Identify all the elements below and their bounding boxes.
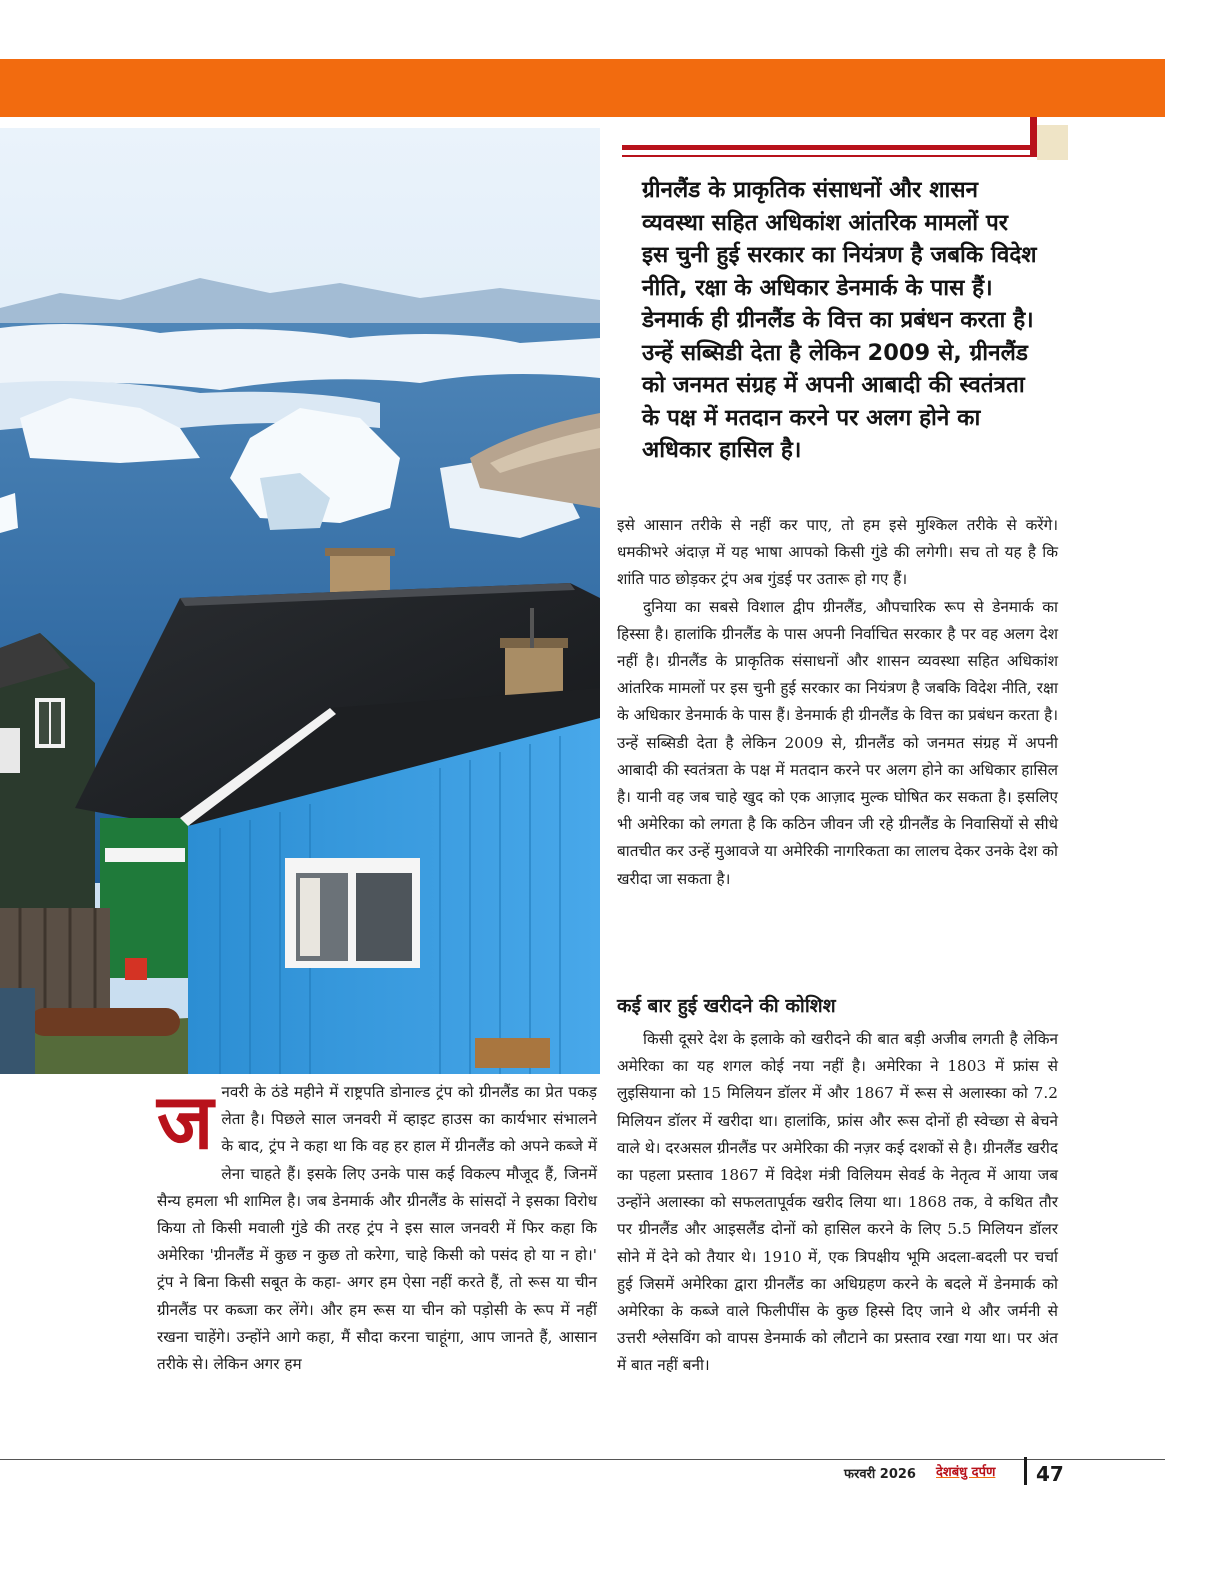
header-color-bar: [0, 59, 1165, 117]
pull-quote: ग्रीनलैंड के प्राकृतिक संसाधनों और शासन व्यवस्था सहित अधिकांश आंतरिक मामलों पर इस चुनी हुई सरकार का नियंत्रण है जबकि विदेश नीति, रक्षा के अधिकार डेनमार्क के पास हैं। डेनमार्क ही ग्रीनलैंड के वित्त का प्रबंधन करता है। उन्हें सब्सिडी देता है लेकिन 2009 से, ग्रीनलैंड को जनमत संग्रह में अपनी आबादी की स्वतंत्रता के पक्ष में मतदान करने पर अलग होने का अधिकार हासिल है।: [642, 177, 1037, 463]
paragraph: नवरी के ठंडे महीने में राष्ट्रपति डोनाल्ड ट्रंप को ग्रीनलैंड का प्रेत पकड़ लेता है। पिछले साल जनवरी में व्हाइट हाउस का कार्यभार संभालने के बाद, ट्रंप ने कहा था कि वह हर हाल में ग्रीनलैंड को अपने कब्जे में लेना चाहते हैं। इसके लिए उनके पास कई विकल्प मौजूद हैं, जिनमें सैन्य हमला भी शामिल है। जब डेनमार्क और ग्रीनलैंड के सांसदों ने इसका विरोध किया तो किसी मवाली गुंडे की तरह ट्रंप ने इस साल जनवरी में फिर कहा कि अमेरिका 'ग्रीनलैंड में कुछ न कुछ तो करेगा, चाहे किसी को पसंद हो या न हो।' ट्रंप ने बिना किसी सबूत के कहा- अगर हम ऐसा नहीं करते हैं, तो रूस या चीन ग्रीनलैंड पर कब्जा कर लेंगे। और हम रूस या चीन को पड़ोसी के रूप में नहीं रखना चाहेंगे। उन्होंने आगे कहा, मैं सौदा करना चाहूंगा, आप जानते हैं, आसान तरीके से। लेकिन अगर हम: [157, 1083, 597, 1374]
footer-rule: [0, 1459, 1165, 1460]
paragraph: दुनिया का सबसे विशाल द्वीप ग्रीनलैंड, औपचारिक रूप से डेनमार्क का हिस्सा है। हालांकि ग्रीनलैंड के पास अपनी निर्वाचित सरकार है पर वह अलग देश नहीं है। ग्रीनलैंड के प्राकृतिक संसाधनों और शासन व्यवस्था सहित अधिकांश आंतरिक मामलों पर इस चुनी हुई सरकार का नियंत्रण है जबकि विदेश नीति, रक्षा के अधिकार डेनमार्क के पास हैं। डेनमार्क ही ग्रीनलैंड के वित्त का प्रबंधन करता है। उन्हें सब्सिडी देता है लेकिन 2009 से, ग्रीनलैंड को जनमत संग्रह में अपनी आबादी की स्वतंत्रता के पक्ष में मतदान करने पर अलग होने का अधिकार हासिल है। यानी वह जब चाहे खुद को एक आज़ाद मुल्क घोषित कर सकता है। इसलिए भी अमेरिका को लगता है कि कठिन जीवन जी रहे ग्रीनलैंड के निवासियों से सीधे बातचीत कर उन्हें मुआवजे या अमेरिकी नागरिकता का लालच देकर उनके देश को खरीदा जा सकता है।: [617, 597, 1058, 888]
paragraph: इसे आसान तरीके से नहीं कर पाए, तो हम इसे मुश्किल तरीके से करेंगे। धमकीभरे अंदाज़ में यह भाषा आपको किसी गुंडे की लगेगी। सच तो यह है कि शांति पाठ छोड़कर ट्रंप अब गुंडई पर उतारू हो गए हैं।: [617, 516, 1058, 589]
right-column-top: [617, 512, 1058, 893]
pull-quote-accent-box: [1037, 125, 1068, 160]
right-column-bottom: [617, 1026, 1058, 1380]
paragraph: किसी दूसरे देश के इलाके को खरीदने की बात बड़ी अजीब लगती है लेकिन अमेरिका का यह शगल कोई नया नहीं है। अमेरिका ने 1803 में फ्रांस से लुइसियाना को 15 मिलियन डॉलर में और 1867 में रूस से अलास्का को 7.2 मिलियन डॉलर में खरीदा था। हालांकि, फ्रांस और रूस दोनों ही स्वेच्छा से बेचने वाले थे। दरअसल ग्रीनलैंड पर अमेरिका की नज़र कई दशकों से है। ग्रीनलैंड खरीद का पहला प्रस्ताव 1867 में विदेश मंत्री विलियम सेवर्ड के नेतृत्व में आया जब उन्होंने अलास्का को सफलतापूर्वक खरीद लिया था। 1868 तक, वे कथित तौर पर ग्रीनलैंड और आइसलैंड दोनों को हासिल करने के लिए 5.5 मिलियन डॉलर सोने में देने को तैयार थे। 1910 में, एक त्रिपक्षीय भूमि अदला-बदली पर चर्चा हुई जिसमें अमेरिका द्वारा ग्रीनलैंड का अधिग्रहण करने के बदले में डेनमार्क को अमेरिका के कब्जे वाले फिलीपींस के कुछ हिस्से दिए जाने थे और जर्मनी से उत्तरी श्लेसविंग को वापस डेनमार्क को लौटाने का प्रस्ताव रखा गया था। पर अंत में बात नहीं बनी।: [617, 1030, 1058, 1375]
greenland-village-photo: [0, 128, 600, 1074]
footer-separator: [1024, 1457, 1027, 1485]
footer-date: फरवरी 2026: [844, 1467, 916, 1482]
magazine-logo: देशबंधु दर्पण: [936, 1465, 996, 1480]
pull-quote-rule-thick: [622, 145, 1037, 150]
page-number: 47: [1036, 1462, 1064, 1486]
left-column: [157, 1079, 597, 1378]
drop-cap: ज: [157, 1077, 214, 1166]
section-subheading: कई बार हुई खरीदने की कोशिश: [617, 995, 836, 1017]
pull-quote-rule-thin: [622, 155, 1037, 157]
